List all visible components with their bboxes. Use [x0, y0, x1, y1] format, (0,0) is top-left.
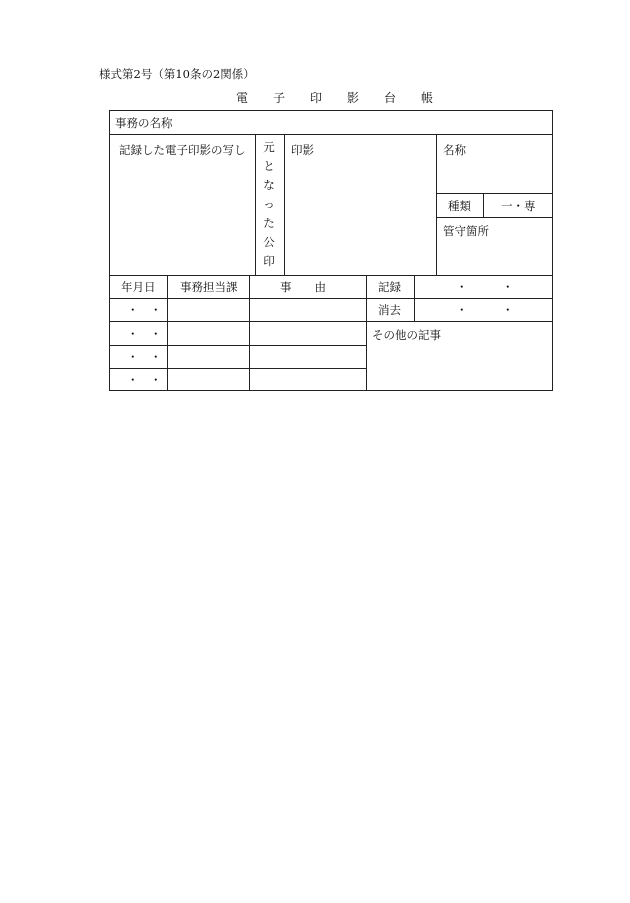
date-header: 年月日 [121, 280, 156, 294]
rule [249, 275, 250, 390]
row-date: ・ ・ [127, 350, 162, 364]
rule [110, 134, 552, 135]
vertical-char: た [263, 216, 275, 230]
title-char: 電 [236, 91, 249, 105]
type-label: 種類 [448, 199, 471, 213]
reason-header: 事 由 [280, 280, 326, 294]
type-value: 一・専 [501, 199, 536, 213]
deletion-label: 消去 [378, 303, 401, 317]
rule [414, 275, 415, 321]
rule [110, 368, 366, 369]
rule [110, 345, 366, 346]
rule [110, 298, 552, 299]
title-char: 台 [384, 91, 397, 105]
title-char: 子 [273, 91, 286, 105]
vertical-char: な [263, 178, 275, 192]
vertical-char: と [263, 159, 275, 173]
record-label: 記録 [378, 280, 401, 294]
rule [284, 134, 285, 275]
rule [436, 193, 552, 194]
title-char: 帳 [421, 91, 434, 105]
row-date: ・ ・ [127, 327, 162, 341]
title-char: 印 [310, 91, 323, 105]
original-seal-vertical-label [262, 138, 276, 271]
rule [255, 134, 256, 275]
office-dept-header: 事務担当課 [180, 280, 238, 294]
vertical-char: 印 [263, 254, 275, 268]
vertical-char: 元 [263, 140, 275, 154]
seal-impression-label: 印影 [291, 143, 314, 157]
rule [483, 193, 484, 217]
rule [110, 275, 552, 276]
form-reference: 様式第2号（第10条の2関係） [99, 67, 255, 81]
rule [110, 321, 552, 322]
deletion-date: ・ ・ [456, 303, 514, 317]
office-name-label: 事務の名称 [115, 116, 173, 130]
name-label: 名称 [443, 143, 466, 157]
row-date: ・ ・ [127, 373, 162, 387]
custodian-label: 管守箇所 [443, 224, 489, 238]
row-date: ・ ・ [127, 303, 162, 317]
page-title [236, 89, 458, 106]
title-char: 影 [347, 91, 360, 105]
electronic-seal-register-form [109, 110, 553, 391]
rule [167, 275, 168, 390]
vertical-char: 公 [263, 235, 275, 249]
record-date: ・ ・ [456, 280, 514, 294]
rule [366, 275, 367, 390]
other-notes-label: その他の記事 [372, 328, 441, 342]
rule [436, 134, 437, 275]
rule [436, 217, 552, 218]
recorded-seal-copy-label: 記録した電子印影の写し [119, 143, 246, 157]
vertical-char: っ [263, 197, 275, 211]
